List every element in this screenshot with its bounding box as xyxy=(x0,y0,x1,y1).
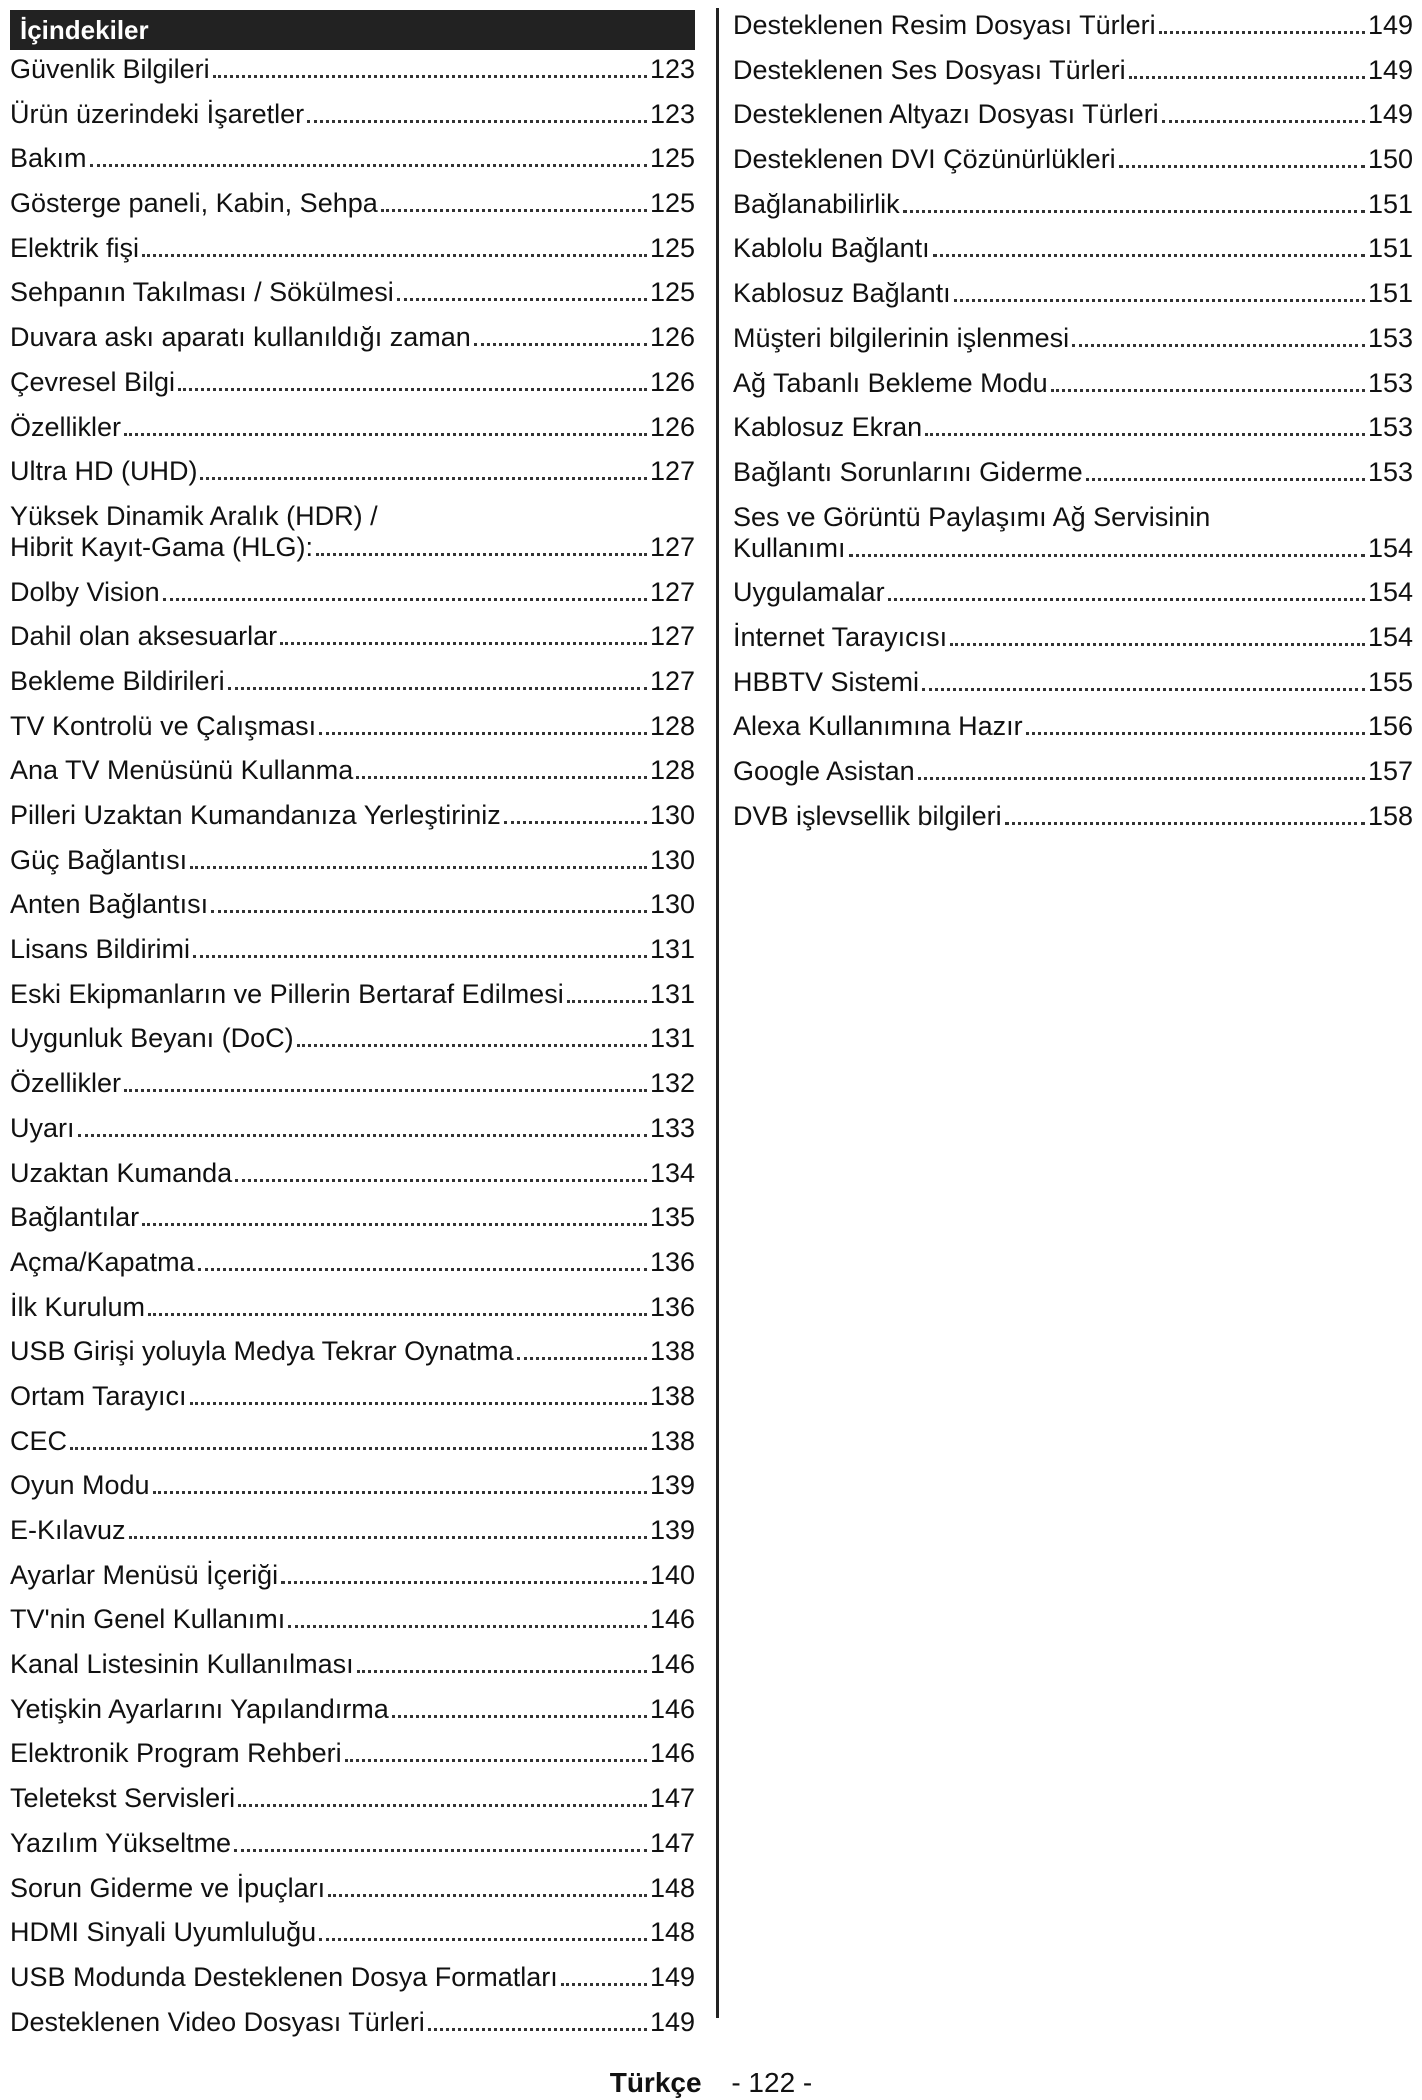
toc-entry[interactable] xyxy=(10,1336,695,1367)
footer-page-number: - 122 - xyxy=(731,2067,813,2098)
toc-entry-page: 127 xyxy=(649,621,695,652)
toc-entry-title: Kablosuz Bağlantı xyxy=(733,278,951,309)
toc-entry-page: 133 xyxy=(649,1112,695,1143)
toc-entry-page: 138 xyxy=(649,1336,695,1367)
toc-entry[interactable] xyxy=(10,1783,695,1814)
toc-entry-dot-leader xyxy=(1129,76,1365,79)
toc-entry-title: HBBTV Sistemi xyxy=(733,666,920,697)
toc-entry-title: Kablosuz Ekran xyxy=(733,412,923,443)
toc-entry[interactable] xyxy=(733,144,1413,175)
toc-entry[interactable] xyxy=(10,1113,695,1144)
toc-entry-title: Lisans Bildirimi xyxy=(10,934,191,965)
toc-entry-page: 149 xyxy=(1367,10,1413,40)
toc-entry-dot-leader xyxy=(124,1089,647,1092)
toc-entry-dot-leader xyxy=(428,2028,647,2031)
toc-entry-title: USB Girişi yoluyla Medya Tekrar Oynatma xyxy=(10,1336,514,1367)
toc-entry-dot-leader xyxy=(153,1491,647,1494)
toc-entry[interactable] xyxy=(10,1873,695,1904)
toc-entry-page: 149 xyxy=(1367,99,1413,130)
toc-entry-dot-leader xyxy=(922,688,1365,691)
toc-entry-title: Bakım xyxy=(10,143,87,174)
toc-entry-title: Desteklenen Ses Dosyası Türleri xyxy=(733,54,1126,85)
toc-entry[interactable] xyxy=(10,889,695,920)
toc-entry[interactable] xyxy=(10,845,695,876)
toc-entry-page: 126 xyxy=(649,411,695,442)
toc-entry-title: Desteklenen Resim Dosyası Türleri xyxy=(733,10,1156,40)
toc-entry-title: İlk Kurulum xyxy=(10,1291,146,1322)
toc-entry-title: Kanal Listesinin Kullanılması xyxy=(10,1649,354,1680)
toc-entry-dot-leader xyxy=(345,1759,647,1762)
toc-entry[interactable] xyxy=(10,1470,695,1501)
toc-entry[interactable] xyxy=(10,1738,695,1769)
toc-entry-page: 134 xyxy=(649,1157,695,1188)
toc-entry-dot-leader xyxy=(925,433,1365,436)
toc-entry-dot-leader xyxy=(190,866,647,869)
toc-entry[interactable] xyxy=(10,54,695,85)
toc-entry[interactable] xyxy=(10,188,695,219)
toc-entry-page: 151 xyxy=(1367,188,1413,219)
toc-entry[interactable] xyxy=(10,1292,695,1323)
toc-entry-page: 136 xyxy=(649,1246,695,1277)
toc-entry[interactable] xyxy=(733,189,1413,220)
toc-entry-page: 156 xyxy=(1367,711,1413,742)
toc-entry-page: 151 xyxy=(1367,233,1413,264)
toc-entry-title: HDMI Sinyali Uyumluluğu xyxy=(10,1917,317,1948)
toc-entry-title: Bekleme Bildirileri xyxy=(10,665,225,696)
toc-entry-title: Pilleri Uzaktan Kumandanıza Yerleştiriniz xyxy=(10,800,501,830)
toc-entry[interactable] xyxy=(10,1962,695,1993)
toc-entry-dot-leader xyxy=(1119,165,1365,168)
toc-entry-title: Elektronik Program Rehberi xyxy=(10,1738,342,1769)
toc-entry-page: 148 xyxy=(649,1872,695,1903)
toc-entry-dot-leader xyxy=(297,1044,647,1047)
toc-entry-dot-leader xyxy=(319,1938,647,1941)
toc-entry[interactable] xyxy=(10,1515,695,1546)
toc-entry[interactable] xyxy=(10,800,695,831)
toc-entry[interactable] xyxy=(733,368,1413,399)
toc-entry-dot-leader xyxy=(1005,822,1365,825)
toc-entry-dot-leader xyxy=(356,776,647,779)
toc-entry[interactable] xyxy=(10,1023,695,1054)
toc-entry-dot-leader xyxy=(163,598,647,601)
toc-entry-dot-leader xyxy=(918,777,1365,780)
toc-entry[interactable] xyxy=(733,412,1413,443)
toc-entry-dot-leader xyxy=(190,1402,647,1405)
toc-entry-page: 125 xyxy=(649,277,695,308)
toc-entry-title: Uyarı xyxy=(10,1112,75,1143)
toc-entry-title: Bağlantılar xyxy=(10,1202,140,1233)
toc-entry[interactable] xyxy=(733,10,1413,41)
toc-entry-page: 149 xyxy=(649,2006,695,2037)
toc-entry-title: Müşteri bilgilerinin işlenmesi xyxy=(733,322,1070,353)
toc-entry-dot-leader xyxy=(129,1536,647,1539)
toc-right-column xyxy=(733,10,1413,845)
toc-entry-dot-leader xyxy=(954,299,1365,302)
toc-entry-dot-leader xyxy=(1026,732,1365,735)
toc-entry-page: 136 xyxy=(649,1291,695,1322)
toc-entry-page: 151 xyxy=(1367,278,1413,309)
toc-entry-dot-leader xyxy=(888,598,1365,601)
toc-entry-dot-leader xyxy=(178,388,647,391)
toc-entry-page: 139 xyxy=(649,1515,695,1545)
toc-entry[interactable] xyxy=(10,711,695,742)
toc-entry[interactable] xyxy=(10,412,695,443)
toc-entry-dot-leader xyxy=(235,1179,647,1182)
toc-entry-title: Hibrit Kayıt-Gama (HLG): xyxy=(10,531,314,562)
toc-entry[interactable] xyxy=(733,233,1413,264)
toc-entry-title: DVB işlevsellik bilgileri xyxy=(733,800,1002,831)
toc-entry-title: Desteklenen DVI Çözünürlükleri xyxy=(733,144,1116,175)
toc-entry-page: 128 xyxy=(649,710,695,741)
toc-entry-title: Kullanımı xyxy=(733,532,846,563)
toc-entry-page: 127 xyxy=(649,576,695,607)
toc-entry[interactable] xyxy=(733,577,1413,608)
toc-entry[interactable] xyxy=(733,502,1413,564)
toc-entry-title: USB Modunda Desteklenen Dosya Formatları xyxy=(10,1961,558,1992)
toc-entry[interactable] xyxy=(733,622,1413,653)
toc-entry-page: 127 xyxy=(649,531,695,562)
toc-entry-page: 138 xyxy=(649,1425,695,1456)
toc-entry[interactable] xyxy=(10,456,695,487)
toc-entry[interactable] xyxy=(10,755,695,786)
toc-entry-dot-leader xyxy=(288,1625,647,1628)
toc-entry-title: Yetişkin Ayarlarını Yapılandırma xyxy=(10,1693,389,1724)
toc-entry[interactable] xyxy=(10,233,695,264)
toc-entry-title: Sorun Giderme ve İpuçları xyxy=(10,1872,326,1903)
toc-entry[interactable] xyxy=(733,55,1413,86)
toc-entry-page: 147 xyxy=(649,1783,695,1814)
toc-entry-dot-leader xyxy=(319,732,647,735)
toc-entry-title: Bağlantı Sorunlarını Giderme xyxy=(733,456,1083,487)
toc-entry-dot-leader xyxy=(78,1134,647,1137)
toc-entry-page: 127 xyxy=(649,456,695,487)
toc-entry[interactable] xyxy=(733,457,1413,488)
toc-entry-page: 146 xyxy=(649,1693,695,1724)
toc-entry[interactable] xyxy=(10,501,695,563)
toc-entry-title: Eski Ekipmanların ve Pillerin Bertaraf Edilmesi xyxy=(10,978,564,1009)
toc-entry-page: 146 xyxy=(649,1604,695,1635)
toc-entry-page: 135 xyxy=(649,1202,695,1233)
toc-entry-dot-leader xyxy=(213,75,647,78)
toc-entry-dot-leader xyxy=(193,955,647,958)
toc-entry-dot-leader xyxy=(70,1447,647,1450)
toc-entry-page: 150 xyxy=(1367,144,1413,175)
toc-entry-page: 153 xyxy=(1367,322,1413,353)
toc-entry-title: E-Kılavuz xyxy=(10,1515,126,1545)
toc-entry-title: Anten Bağlantısı xyxy=(10,889,209,920)
toc-entry[interactable] xyxy=(733,801,1413,832)
toc-left-list xyxy=(10,54,695,2038)
toc-entry[interactable] xyxy=(10,322,695,353)
toc-entry-title: Yazılım Yükseltme xyxy=(10,1827,232,1858)
toc-entry-page: 146 xyxy=(649,1738,695,1769)
toc-entry-page: 132 xyxy=(649,1068,695,1099)
toc-entry-page: 123 xyxy=(649,98,695,129)
toc-entry-dot-leader xyxy=(280,642,647,645)
toc-entry[interactable] xyxy=(10,1604,695,1635)
toc-entry-page: 153 xyxy=(1367,367,1413,398)
toc-entry-dot-leader xyxy=(849,554,1365,557)
toc-entry-title: Duvara askı aparatı kullanıldığı zaman xyxy=(10,322,471,353)
toc-entry-page: 125 xyxy=(649,232,695,263)
toc-entry-dot-leader xyxy=(1159,31,1365,34)
toc-entry-title: Oyun Modu xyxy=(10,1470,150,1501)
toc-entry-dot-leader xyxy=(148,1313,647,1316)
toc-entry-title: Alexa Kullanımına Hazır xyxy=(733,711,1023,742)
toc-entry-page: 153 xyxy=(1367,412,1413,443)
toc-entry-title: Çevresel Bilgi xyxy=(10,366,176,397)
toc-entry-dot-leader xyxy=(567,1000,647,1003)
toc-entry-page: 125 xyxy=(649,143,695,174)
toc-entry-page: 130 xyxy=(649,800,695,830)
toc-entry-dot-leader xyxy=(211,910,647,913)
toc-entry-dot-leader xyxy=(561,1983,647,1986)
toc-entry-title: Ürün üzerindeki İşaretler xyxy=(10,98,305,129)
toc-entry[interactable] xyxy=(10,2007,695,2038)
column-divider xyxy=(716,8,719,2018)
toc-entry-page: 131 xyxy=(649,934,695,965)
toc-entry[interactable] xyxy=(10,979,695,1010)
toc-right-list xyxy=(733,10,1413,832)
toc-entry-title: Desteklenen Video Dosyası Türleri xyxy=(10,2006,425,2037)
toc-entry-dot-leader xyxy=(228,687,647,690)
toc-entry-dot-leader xyxy=(517,1357,647,1360)
toc-entry-title: TV'nin Genel Kullanımı xyxy=(10,1604,286,1635)
toc-entry[interactable] xyxy=(10,1694,695,1725)
toc-entry-dot-leader xyxy=(381,209,647,212)
toc-entry-page: 154 xyxy=(1367,621,1413,652)
toc-entry-title: Açma/Kapatma xyxy=(10,1246,195,1277)
toc-entry[interactable] xyxy=(10,1247,695,1278)
toc-entry[interactable] xyxy=(733,667,1413,698)
toc-entry[interactable] xyxy=(10,277,695,308)
toc-entry-title-line1: Ses ve Görüntü Paylaşımı Ağ Servisinin xyxy=(733,501,1211,532)
toc-entry[interactable] xyxy=(10,1158,695,1189)
toc-entry-page: 155 xyxy=(1367,666,1413,697)
toc-entry-title: Google Asistan xyxy=(733,756,915,786)
toc-entry-dot-leader xyxy=(1072,344,1365,347)
toc-entry-dot-leader xyxy=(328,1894,647,1897)
toc-entry-dot-leader xyxy=(142,1223,647,1226)
toc-entry-title: Ultra HD (UHD) xyxy=(10,456,198,487)
toc-entry[interactable] xyxy=(10,1426,695,1457)
toc-entry-title: Güç Bağlantısı xyxy=(10,844,188,875)
toc-entry-page: 154 xyxy=(1367,532,1413,563)
toc-entry-page: 158 xyxy=(1367,800,1413,831)
toc-entry-page: 149 xyxy=(1367,54,1413,85)
toc-entry-page: 153 xyxy=(1367,456,1413,487)
toc-entry-page: 128 xyxy=(649,755,695,786)
toc-entry-page: 131 xyxy=(649,978,695,1009)
toc-entry-page: 127 xyxy=(649,665,695,696)
toc-entry[interactable] xyxy=(10,367,695,398)
toc-entry-page: 149 xyxy=(649,1961,695,1992)
toc-entry-dot-leader xyxy=(124,433,647,436)
toc-entry-page: 123 xyxy=(649,54,695,84)
toc-entry-dot-leader xyxy=(316,553,647,556)
toc-entry-title: Dahil olan aksesuarlar xyxy=(10,621,278,652)
toc-entry[interactable] xyxy=(733,99,1413,130)
toc-entry-page: 157 xyxy=(1367,756,1413,786)
toc-entry-dot-leader xyxy=(90,164,647,167)
toc-entry[interactable] xyxy=(10,1381,695,1412)
toc-entry-dot-leader xyxy=(281,1581,647,1584)
toc-entry-title: Uygunluk Beyanı (DoC) xyxy=(10,1023,294,1054)
toc-entry-title: Güvenlik Bilgileri xyxy=(10,54,210,84)
toc-entry[interactable] xyxy=(10,1202,695,1233)
toc-entry-page: 154 xyxy=(1367,577,1413,608)
toc-entry-title: Özellikler xyxy=(10,1068,122,1099)
toc-entry-dot-leader xyxy=(903,210,1365,213)
toc-entry-dot-leader xyxy=(198,1268,647,1271)
toc-entry-dot-leader xyxy=(392,1715,647,1718)
toc-entry-title: İnternet Tarayıcısı xyxy=(733,621,948,652)
toc-heading: İçindekiler xyxy=(10,10,695,50)
toc-entry-dot-leader xyxy=(397,298,647,301)
toc-entry-page: 126 xyxy=(649,366,695,397)
toc-entry-dot-leader xyxy=(933,254,1365,257)
toc-entry[interactable] xyxy=(10,621,695,652)
toc-entry-title: TV Kontrolü ve Çalışması xyxy=(10,710,317,741)
toc-entry-dot-leader xyxy=(474,343,647,346)
toc-entry[interactable] xyxy=(10,1917,695,1948)
toc-left-column xyxy=(10,10,695,2051)
toc-entry[interactable] xyxy=(10,577,695,608)
toc-entry[interactable] xyxy=(733,756,1413,787)
toc-entry-page: 131 xyxy=(649,1023,695,1054)
toc-entry-title: Dolby Vision xyxy=(10,576,160,607)
toc-entry[interactable] xyxy=(10,1068,695,1099)
toc-entry-title: Elektrik fişi xyxy=(10,232,140,263)
toc-entry-page: 139 xyxy=(649,1470,695,1501)
toc-entry-title: Bağlanabilirlik xyxy=(733,188,900,219)
footer-language: Türkçe xyxy=(609,2067,702,2098)
toc-entry-title: Ağ Tabanlı Bekleme Modu xyxy=(733,367,1048,398)
toc-entry[interactable] xyxy=(10,1649,695,1680)
toc-entry-page: 148 xyxy=(649,1917,695,1948)
toc-entry-page: 126 xyxy=(649,322,695,353)
toc-entry-dot-leader xyxy=(234,1849,647,1852)
toc-entry-title: CEC xyxy=(10,1425,68,1456)
toc-entry-dot-leader xyxy=(238,1804,647,1807)
toc-entry-title: Teletekst Servisleri xyxy=(10,1783,236,1814)
toc-entry-dot-leader xyxy=(950,643,1365,646)
toc-entry[interactable] xyxy=(10,934,695,965)
toc-entry-dot-leader xyxy=(200,477,646,480)
toc-entry[interactable] xyxy=(733,323,1413,354)
toc-entry[interactable] xyxy=(10,666,695,697)
toc-entry-page: 125 xyxy=(649,188,695,219)
toc-entry-page: 130 xyxy=(649,844,695,875)
toc-entry-page: 138 xyxy=(649,1380,695,1411)
toc-entry-title: Desteklenen Altyazı Dosyası Türleri xyxy=(733,99,1159,130)
toc-entry[interactable] xyxy=(10,143,695,174)
toc-entry-title-line1: Yüksek Dinamik Aralık (HDR) / xyxy=(10,500,378,531)
toc-entry[interactable] xyxy=(10,1560,695,1591)
toc-entry-title: Kablolu Bağlantı xyxy=(733,233,930,264)
toc-entry-dot-leader xyxy=(1086,478,1365,481)
toc-entry-dot-leader xyxy=(357,1670,647,1673)
toc-entry-title: Ayarlar Menüsü İçeriği xyxy=(10,1559,279,1590)
toc-entry[interactable] xyxy=(10,99,695,130)
toc-entry[interactable] xyxy=(733,711,1413,742)
page-footer xyxy=(0,2067,1422,2099)
toc-entry-page: 146 xyxy=(649,1649,695,1680)
toc-entry-dot-leader xyxy=(1051,389,1365,392)
toc-entry[interactable] xyxy=(10,1828,695,1859)
toc-entry-title: Ana TV Menüsünü Kullanma xyxy=(10,755,354,786)
toc-entry-title: Gösterge paneli, Kabin, Sehpa xyxy=(10,188,378,219)
toc-entry-title: Sehpanın Takılması / Sökülmesi xyxy=(10,277,394,308)
toc-entry-page: 140 xyxy=(649,1559,695,1590)
toc-entry-page: 147 xyxy=(649,1827,695,1858)
toc-entry-dot-leader xyxy=(307,120,647,123)
toc-entry-title: Uygulamalar xyxy=(733,577,885,608)
toc-entry-dot-leader xyxy=(504,821,647,824)
toc-entry-page: 130 xyxy=(649,889,695,920)
toc-entry[interactable] xyxy=(733,278,1413,309)
toc-entry-dot-leader xyxy=(142,254,647,257)
toc-entry-title: Uzaktan Kumanda xyxy=(10,1157,233,1188)
toc-entry-dot-leader xyxy=(1162,120,1365,123)
toc-entry-title: Ortam Tarayıcı xyxy=(10,1380,187,1411)
toc-entry-title: Özellikler xyxy=(10,411,122,442)
